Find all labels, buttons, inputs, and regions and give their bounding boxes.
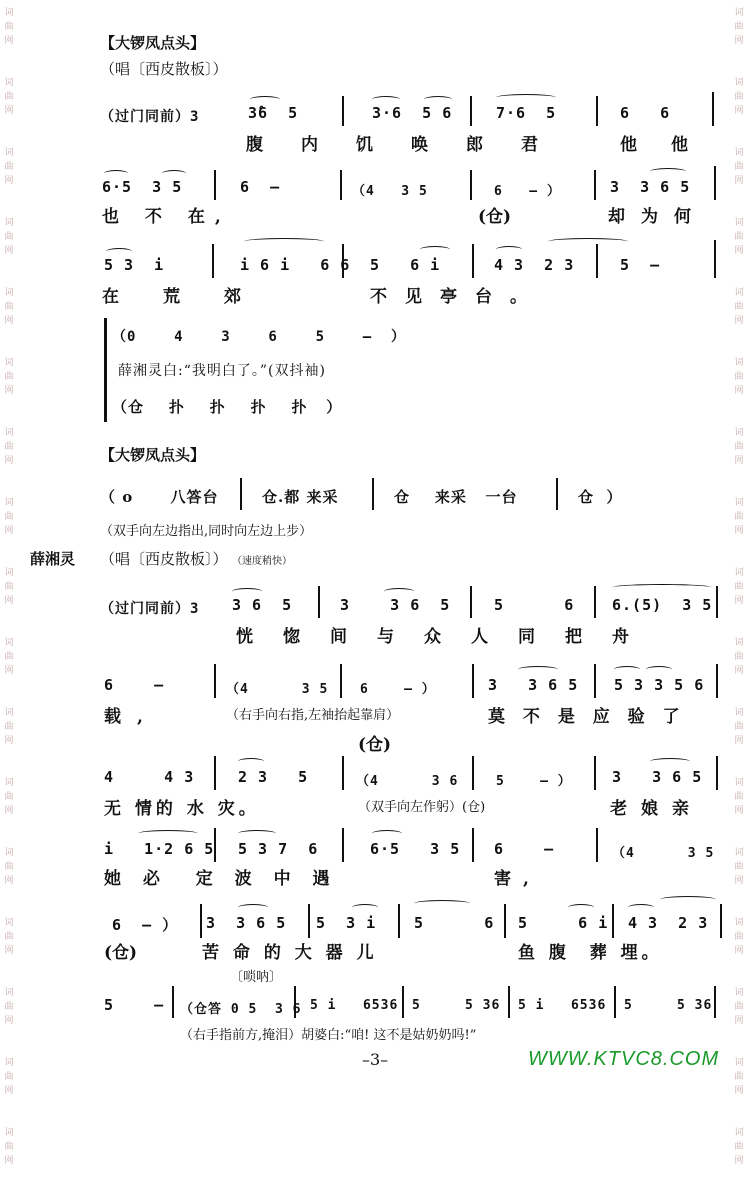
slur xyxy=(238,830,276,837)
line4-note: （双手向左边指出,同时向左边上步） xyxy=(100,524,313,539)
line8-lyrics-2: 害, xyxy=(494,869,541,889)
line7-measure1: 4 4 3 xyxy=(104,768,195,786)
line8-measure1: i 1·2 6 5 xyxy=(104,840,215,858)
line2-measure3: （4 3 5 xyxy=(352,184,428,199)
section-subtitle-2: （唱〔西皮散板〕） xyxy=(100,550,228,568)
slur xyxy=(650,758,690,765)
barline xyxy=(508,986,510,1018)
barline xyxy=(594,756,596,790)
line3-measure5: 5 – xyxy=(620,256,661,274)
line9-cang: (仓) xyxy=(104,943,138,963)
line6-cang: (仓) xyxy=(358,735,392,755)
slur xyxy=(568,904,594,911)
line10-measure4: 5 5 36 xyxy=(412,998,501,1013)
barline xyxy=(504,904,506,938)
line10-measure3: 5 i 6536 xyxy=(310,998,399,1013)
barline xyxy=(612,904,614,938)
barline xyxy=(214,828,216,862)
barline xyxy=(472,828,474,862)
bracket-line3: （仓 扑 扑 扑 扑 ） xyxy=(112,398,343,416)
line6-measure2: （4 3 5 xyxy=(226,682,329,697)
barline xyxy=(200,904,202,938)
line9-measure1: 6 – ） xyxy=(112,916,179,934)
line6-measure4: 3 3 6 5 xyxy=(488,676,579,694)
slur xyxy=(420,246,450,253)
barline xyxy=(342,756,344,790)
slur xyxy=(244,238,324,245)
slur xyxy=(238,758,264,765)
bracket xyxy=(104,318,107,422)
slur xyxy=(612,584,712,591)
line3-lyrics-2: 不见亭台。 xyxy=(370,287,545,307)
slur xyxy=(424,96,452,103)
line3-measure4: 4 3 2 3 xyxy=(494,256,575,274)
line2-measure2: 6 – xyxy=(240,178,281,196)
line2-lyrics: 也 不 在, xyxy=(102,207,231,227)
line1-lyrics-2: 他他 xyxy=(620,135,722,155)
slur xyxy=(628,904,654,911)
line9-measure5: 5 6 i xyxy=(518,914,609,932)
line9-lyrics: 苦 命 的 大 器 儿 xyxy=(202,943,378,963)
line6-note: （右手向右指,左袖抬起靠肩） xyxy=(226,708,400,723)
line3-measure1: 5 3 i xyxy=(104,256,165,274)
barline xyxy=(214,664,216,698)
slur xyxy=(548,238,628,245)
barline xyxy=(720,904,722,938)
bracket-line1: （0 4 3 6 5 – ） xyxy=(112,329,407,345)
line10-measure6: 5 5 36 xyxy=(624,998,713,1013)
barline xyxy=(214,170,216,200)
line5-measure4: 6.(5) 3 5 xyxy=(612,596,713,614)
barline xyxy=(556,478,558,510)
slur xyxy=(650,168,686,175)
barline xyxy=(712,92,714,126)
barline xyxy=(212,244,214,278)
slur xyxy=(352,904,378,911)
barline xyxy=(342,96,344,126)
slur xyxy=(238,904,268,911)
slur xyxy=(496,246,522,253)
barline xyxy=(716,586,718,618)
line6-lyrics-2: 莫 不 是 应 验 了 xyxy=(488,707,686,727)
barline xyxy=(470,96,472,126)
line9-lyrics-2: 鱼 腹 葬 埋。 xyxy=(518,943,663,963)
watermark-right: 词曲网 词曲网 词曲网 词曲网 词曲网 词曲网 词曲网 词曲网 词曲网 词曲网 词曲网 词曲网 词曲网 词曲网 词曲网 词曲网 词曲网 xyxy=(734,8,744,1166)
slur xyxy=(250,96,280,103)
barline xyxy=(472,244,474,278)
slur xyxy=(162,170,186,177)
barline xyxy=(714,240,716,278)
line5-measure2: 3 3 6 5 xyxy=(340,596,451,614)
barline xyxy=(318,586,320,618)
barline xyxy=(308,904,310,938)
line2-measure5: 3 3 6 5 xyxy=(610,178,691,196)
line7-measure2: 2 3 5 xyxy=(238,768,309,786)
line9-measure3: 5 3 i xyxy=(316,914,377,932)
barline xyxy=(596,244,598,278)
slur xyxy=(104,170,128,177)
line10-measure5: 5 i 6536 xyxy=(518,998,607,1013)
barline xyxy=(472,664,474,698)
line10-measure2: （仓答 0 5 3 6 xyxy=(180,1002,302,1017)
section-title-2: 【大锣凤点头】 xyxy=(100,446,206,464)
slur xyxy=(660,896,716,903)
line1-measure2: 3·6 5 6 xyxy=(372,104,453,122)
slur xyxy=(384,588,414,595)
line5-measure1: 3 6 5 xyxy=(232,596,293,614)
slur xyxy=(614,666,640,673)
site-watermark: WWW.KTVC8.COM xyxy=(528,1048,720,1070)
line5-intro: （过门同前）3 xyxy=(100,601,200,617)
line4-measure4: 仓 ） xyxy=(578,488,623,506)
line2-lyrics-2: 却为何 xyxy=(608,207,707,227)
line6-measure3: 6 – ） xyxy=(360,682,436,697)
line2-measure1: 6·5 3 5 xyxy=(102,178,183,196)
section-title-1: 【大锣凤点头】 xyxy=(100,34,206,52)
line4-measure1: （ o 八答台 xyxy=(100,488,219,506)
line10-note: （右手指前方,掩泪）胡婆白:“咱! 这不是姑奶奶吗!” xyxy=(180,1028,477,1043)
line9-measure2: 3 3 6 5 xyxy=(206,914,287,932)
barline xyxy=(342,828,344,862)
slur xyxy=(372,830,402,837)
line7-lyrics-2: 老娘亲 xyxy=(610,799,703,819)
line1-measure3: 7·6 5 xyxy=(496,104,557,122)
line7-lyrics: 无 情的 水 灾。 xyxy=(104,799,260,819)
barline xyxy=(470,586,472,618)
line8-measure4: 6 – xyxy=(494,840,555,858)
slur xyxy=(496,94,556,101)
slur xyxy=(518,666,558,673)
line7-measure5: 3 3 6 5 xyxy=(612,768,703,786)
speaker-label: 薛湘灵 xyxy=(30,550,76,568)
watermark-left: 词曲网 词曲网 词曲网 词曲网 词曲网 词曲网 词曲网 词曲网 词曲网 词曲网 词曲网 词曲网 词曲网 词曲网 词曲网 词曲网 词曲网 xyxy=(4,8,14,1166)
barline xyxy=(614,986,616,1018)
barline xyxy=(402,986,404,1018)
line2-cang: (仓) xyxy=(478,207,512,227)
line3-lyrics: 在荒郊 xyxy=(102,287,285,307)
slur xyxy=(106,248,132,255)
line9-measure6: 4 3 2 3 xyxy=(628,914,709,932)
section-subtitle-1: （唱〔西皮散板〕） xyxy=(100,60,228,78)
line8-measure2: 5 3 7 6 xyxy=(238,840,319,858)
line7-note: （双手向左作躬）(仓) xyxy=(358,800,486,815)
barline xyxy=(472,756,474,790)
line1-measure1: 3̂6 5 xyxy=(248,104,299,122)
slur xyxy=(414,900,470,907)
barline xyxy=(716,664,718,698)
slur xyxy=(372,96,400,103)
barline xyxy=(596,828,598,862)
barline xyxy=(340,170,342,200)
line6-measure1: 6 – xyxy=(104,676,165,694)
line1-intro: （过门同前）3 xyxy=(100,109,200,125)
slur xyxy=(138,830,198,837)
line1-lyrics: 腹内饥唤郎君 xyxy=(246,135,576,155)
barline xyxy=(214,756,216,790)
bracket-line2: 薛湘灵白:“我明白了。”(双抖袖) xyxy=(118,363,326,379)
line8-measure3: 6·5 3 5 xyxy=(370,840,461,858)
line2-measure4: 6 – ） xyxy=(494,184,561,199)
line9-measure4: 5 6 xyxy=(414,914,495,932)
barline xyxy=(372,478,374,510)
barline xyxy=(594,170,596,200)
line9-suona: 〔唢呐〕 xyxy=(230,970,283,985)
line7-measure4: 5 – ） xyxy=(496,774,572,789)
barline xyxy=(596,96,598,126)
line6-measure5: 5 3 3 5 6 xyxy=(614,676,705,694)
page-number: –3– xyxy=(362,1050,389,1069)
line10-measure1: 5 – xyxy=(104,996,165,1014)
barline xyxy=(594,586,596,618)
barline xyxy=(398,904,400,938)
slur xyxy=(646,666,672,673)
line6-lyrics: 载, xyxy=(104,707,159,727)
line8-lyrics: 她 必 定 波 中 遇 xyxy=(104,869,338,889)
line4-measure3: 仓 来采 一台 xyxy=(394,488,518,506)
line5-lyrics: 恍惚间与众人同把舟 xyxy=(236,627,659,647)
line7-measure3: （4 3 6 xyxy=(356,774,459,789)
barline xyxy=(714,986,716,1018)
barline xyxy=(240,478,242,510)
barline xyxy=(714,166,716,200)
barline xyxy=(342,244,344,278)
barline xyxy=(594,664,596,698)
line3-measure2: i 6 i 6 6 xyxy=(240,256,351,274)
slur xyxy=(232,588,262,595)
barline xyxy=(172,986,174,1018)
line4-measure2: 仓.都 来采 xyxy=(262,488,339,506)
tempo-note: （速度稍快） xyxy=(232,556,292,567)
barline xyxy=(470,170,472,200)
line5-measure3: 5 6 xyxy=(494,596,575,614)
line8-measure5: （4 3 5 xyxy=(612,846,715,861)
barline xyxy=(716,756,718,790)
barline xyxy=(340,664,342,698)
line3-measure3: 5 6 i xyxy=(370,256,441,274)
line1-measure4: 6 6 xyxy=(620,104,671,122)
barline xyxy=(294,986,296,1018)
